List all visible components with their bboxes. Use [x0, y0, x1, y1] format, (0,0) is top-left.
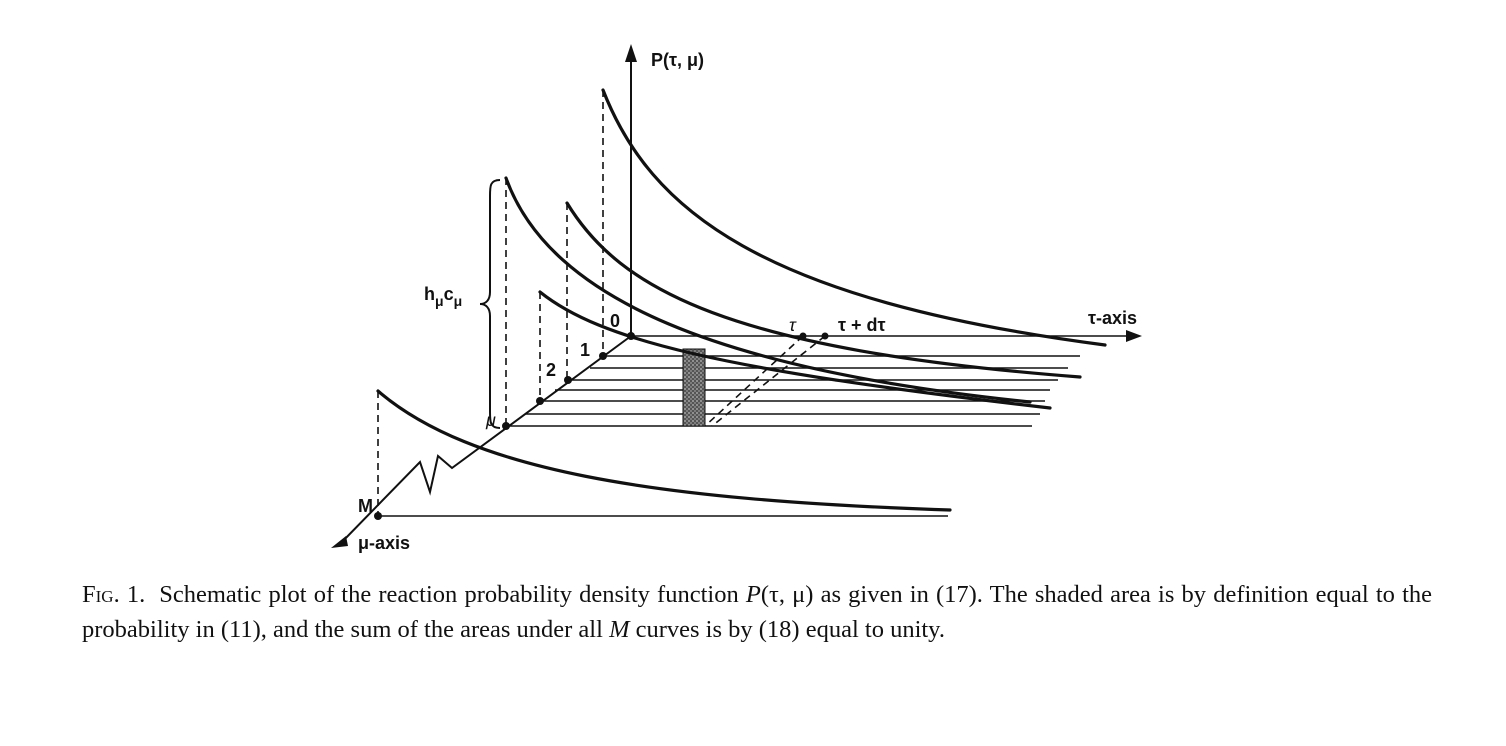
index-label-2: 2 — [546, 360, 557, 380]
dot-2 — [564, 376, 572, 384]
index-label-mu: μ — [486, 410, 496, 430]
x-axis-label: τ-axis — [1088, 308, 1138, 328]
brace-label-sub2: μ — [453, 293, 463, 309]
dot-3 — [536, 397, 544, 405]
figure-caption — [82, 578, 1432, 647]
index-label-1: 1 — [580, 340, 591, 360]
curve-0 — [603, 90, 1105, 345]
dash-tau-projection — [705, 336, 803, 426]
tau-axis-arrow — [1126, 330, 1142, 342]
caption-text-1: Schematic plot of the reaction probability density function — [159, 581, 746, 608]
tau-label: τ — [789, 315, 796, 335]
dot-M — [374, 512, 382, 520]
height-brace — [480, 180, 500, 428]
brace-label — [424, 284, 462, 309]
curve-1 — [567, 203, 1080, 377]
dot-tau — [800, 333, 807, 340]
dot-0 — [627, 332, 635, 340]
caption-func: P — [745, 581, 761, 608]
mu-axis-line — [340, 336, 631, 544]
y-axis-label: P(τ, μ) — [651, 50, 705, 70]
dot-mu — [502, 422, 510, 430]
caption-var-M: M — [609, 615, 630, 643]
mu-axis-label: μ-axis — [358, 533, 411, 553]
index-label-M: M — [358, 496, 373, 516]
dot-tau-dtau — [822, 333, 829, 340]
caption-fig-label: Fig. 1. — [82, 581, 146, 608]
shaded-area — [683, 349, 705, 426]
dash-tau-dtau-projection — [712, 336, 825, 426]
index-label-0: 0 — [610, 311, 621, 331]
dot-1 — [599, 352, 607, 360]
tau-dtau-label: τ + dτ — [838, 315, 886, 335]
mu-axis-arrow — [331, 536, 348, 548]
brace-label-h: h — [424, 284, 435, 304]
brace-label-sub1: μ — [435, 293, 444, 309]
brace-label-c: c — [443, 284, 454, 304]
caption-text-2: (τ, μ) as given in (17). The shaded area is by definition equal to the probability in (11), and the sum of the areas under all — [82, 581, 1432, 643]
p-axis-arrow — [625, 44, 637, 62]
caption-text-3: curves is by (18) equal to unity. — [629, 615, 945, 643]
curve-M — [378, 391, 950, 510]
